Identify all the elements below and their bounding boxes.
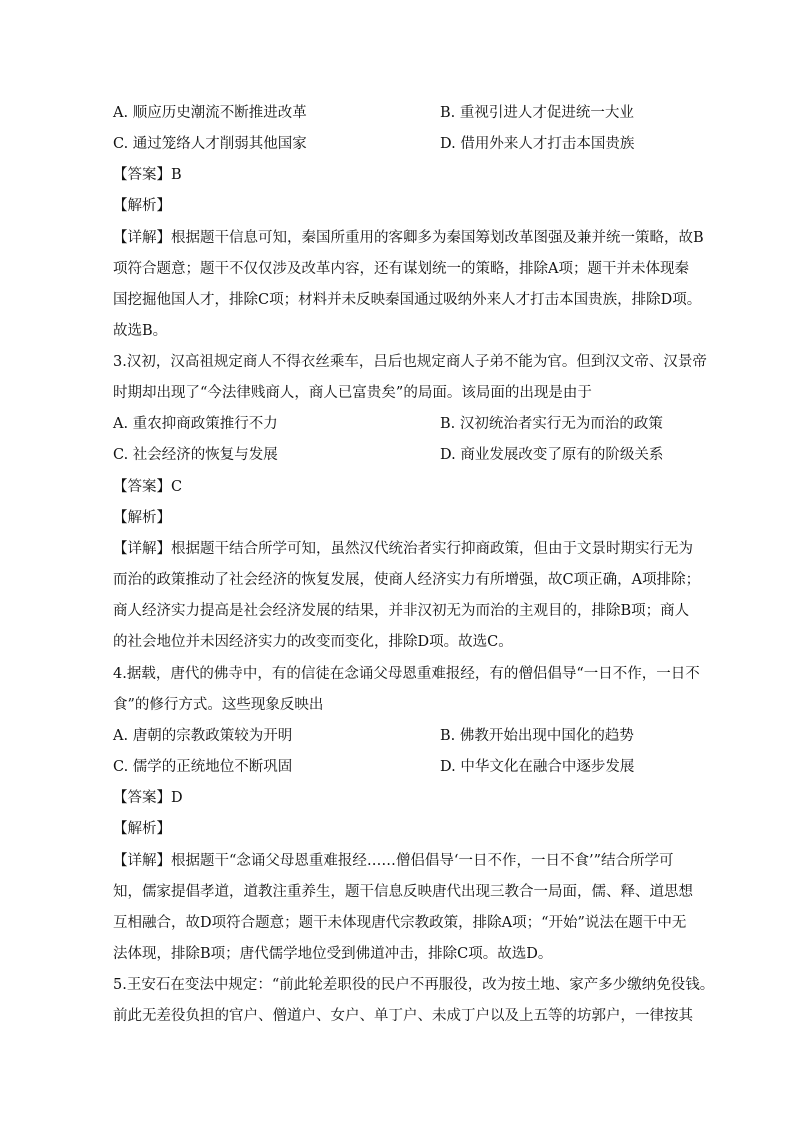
q4-detail-line: 互相融合，故D项符合题意；题干未体现唐代宗教政策，排除A项；“开始”说法在题干中无 (113, 915, 687, 931)
q3-option-d: D. 商业发展改变了原有的阶级关系 (440, 447, 664, 463)
q4-answer: 【答案】D (113, 790, 183, 806)
q4-option-d: D. 中华文化在融合中逐步发展 (440, 759, 635, 775)
q4-stem-line: 食”的修行方式。这些现象反映出 (113, 697, 324, 713)
q3-detail-line: 而治的政策推动了社会经济的恢复发展，使商人经济实力有所增强，故C项正确，A项排除； (113, 572, 701, 588)
q5-stem-line: 5.王安石在变法中规定：“前此轮差职役的民户不再服役，改为按土地、家产多少缴纳免役钱。 (113, 977, 715, 993)
q2-detail-line: 【详解】根据题干信息可知，秦国所重用的客卿多为秦国筹划改革图强及兼并统一策略，故B (113, 230, 704, 246)
q3-detail-line: 商人经济实力提高是社会经济发展的结果，并非汉初无为而治的主观目的，排除B项；商人 (113, 603, 690, 619)
q3-detail-line: 的社会地位并未因经济实力的改变而变化，排除D项。故选C。 (113, 634, 513, 650)
q3-option-a: A. 重农抑商政策推行不力 (113, 416, 278, 432)
q2-option-a: A. 顺应历史潮流不断推进改革 (113, 105, 307, 121)
q4-detail-line: 【详解】根据题干“念诵父母恩重难报经……僧侣倡导‘一日不作，一日不食’”结合所学可 (113, 853, 674, 869)
q3-option-b: B. 汉初统治者实行无为而治的政策 (440, 416, 663, 432)
q4-detail-line: 知，儒家提倡孝道，道教注重养生，题干信息反映唐代出现三教合一局面，儒、释、道思想 (113, 884, 693, 900)
q4-analysis-heading: 【解析】 (113, 821, 171, 837)
q2-option-c: C. 通过笼络人才削弱其他国家 (113, 136, 307, 152)
q5-stem-line: 前此无差役负担的官户、僧道户、女户、单丁户、未成丁户以及上五等的坊郭户，一律按其 (113, 1008, 693, 1024)
q4-detail-line: 法体现，排除B项；唐代儒学地位受到佛道冲击，排除C项。故选D。 (113, 946, 553, 962)
q2-analysis-heading: 【解析】 (113, 198, 171, 214)
q3-answer: 【答案】C (113, 479, 183, 495)
q2-detail-line: 故选B。 (113, 323, 168, 339)
q3-analysis-heading: 【解析】 (113, 510, 171, 526)
q2-detail-line: 国挖掘他国人才，排除C项；材料并未反映秦国通过吸纳外来人才打击本国贵族，排除D项。 (113, 292, 702, 308)
q4-option-b: B. 佛教开始出现中国化的趋势 (440, 728, 634, 744)
q2-option-d: D. 借用外来人才打击本国贵族 (440, 136, 635, 152)
q2-detail-line: 项符合题意；题干不仅仅涉及改革内容，还有谋划统一的策略，排除A项；题干并未体现秦 (113, 261, 689, 277)
q3-stem-line: 时期却出现了“今法律贱商人，商人已富贵矣”的局面。该局面的出现是由于 (113, 385, 592, 401)
q4-option-c: C. 儒学的正统地位不断巩固 (113, 759, 293, 775)
q3-stem-line: 3.汉初，汉高祖规定商人不得衣丝乘车，吕后也规定商人子弟不能为官。但到汉文帝、汉景帝 (113, 354, 707, 370)
q2-answer: 【答案】B (113, 167, 182, 183)
q3-detail-line: 【详解】根据题干结合所学可知，虽然汉代统治者实行抑商政策，但由于文景时期实行无为 (113, 541, 693, 557)
q4-stem-line: 4.据载，唐代的佛寺中，有的信徒在念诵父母恩重难报经，有的僧侣倡导“一日不作，一日不 (113, 666, 700, 682)
q4-option-a: A. 唐朝的宗教政策较为开明 (113, 728, 293, 744)
q3-option-c: C. 社会经济的恢复与发展 (113, 447, 278, 463)
q2-option-b: B. 重视引进人才促进统一大业 (440, 105, 634, 121)
